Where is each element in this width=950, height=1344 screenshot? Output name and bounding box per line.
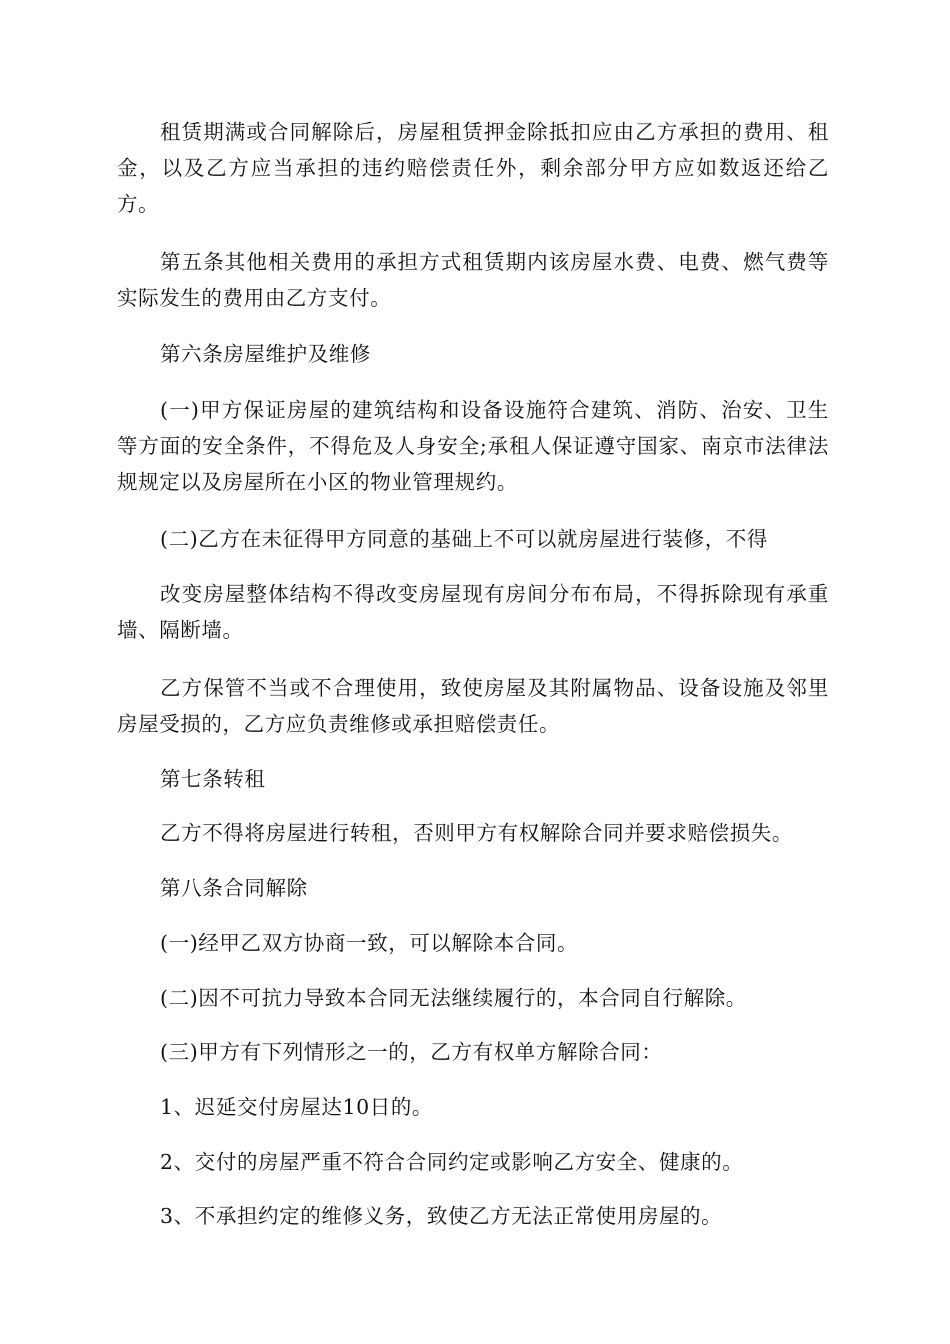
paragraph-article-6-clause-1: (一)甲方保证房屋的建筑结构和设备设施符合建筑、消防、治安、卫生等方面的安全条件，不得危及人身安全;承租人保证遵守国家、南京市法律法规规定以及房屋所在小区的物业管理规约。: [117, 398, 829, 494]
paragraph-damage-liability: 乙方保管不当或不合理使用，致使房屋及其附属物品、设备设施及邻里房屋受损的，乙方应负责维修或承担赔偿责任。: [117, 676, 829, 736]
paragraph-article-8-clause-1: (一)经甲乙双方协商一致，可以解除本合同。: [160, 931, 579, 955]
heading-article-8: 第八条合同解除: [160, 876, 308, 900]
list-item-2: 2、交付的房屋严重不符合合同约定或影响乙方安全、健康的。: [160, 1150, 744, 1174]
list-item-3: 3、不承担约定的维修义务，致使乙方无法正常使用房屋的。: [160, 1204, 723, 1228]
paragraph-article-6-clause-2-continued: 改变房屋整体结构不得改变房屋现有房间分布布局，不得拆除现有承重墙、隔断墙。: [117, 582, 829, 642]
paragraph-article-6-clause-2: (二)乙方在未征得甲方同意的基础上不可以就房屋进行装修，不得: [160, 527, 768, 551]
paragraph-article-8-clause-2: (二)因不可抗力导致本合同无法继续履行的，本合同自行解除。: [160, 986, 747, 1010]
heading-article-6: 第六条房屋维护及维修: [160, 342, 371, 366]
list-item-1: 1、迟延交付房屋达10日的。: [160, 1095, 434, 1119]
heading-article-7: 第七条转租: [160, 767, 266, 791]
paragraph-article-8-clause-3: (三)甲方有下列情形之一的，乙方有权单方解除合同：: [160, 1040, 663, 1064]
paragraph-article-5-fees: 第五条其他相关费用的承担方式租赁期内该房屋水费、电费、燃气费等实际发生的费用由乙方支付。: [117, 250, 829, 310]
paragraph-article-7-sublease: 乙方不得将房屋进行转租，否则甲方有权解除合同并要求赔偿损失。: [160, 821, 793, 845]
paragraph-deposit-return: 租赁期满或合同解除后，房屋租赁押金除抵扣应由乙方承担的费用、租金，以及乙方应当承担的违约赔偿责任外，剩余部分甲方应如数返还给乙方。: [117, 120, 829, 216]
